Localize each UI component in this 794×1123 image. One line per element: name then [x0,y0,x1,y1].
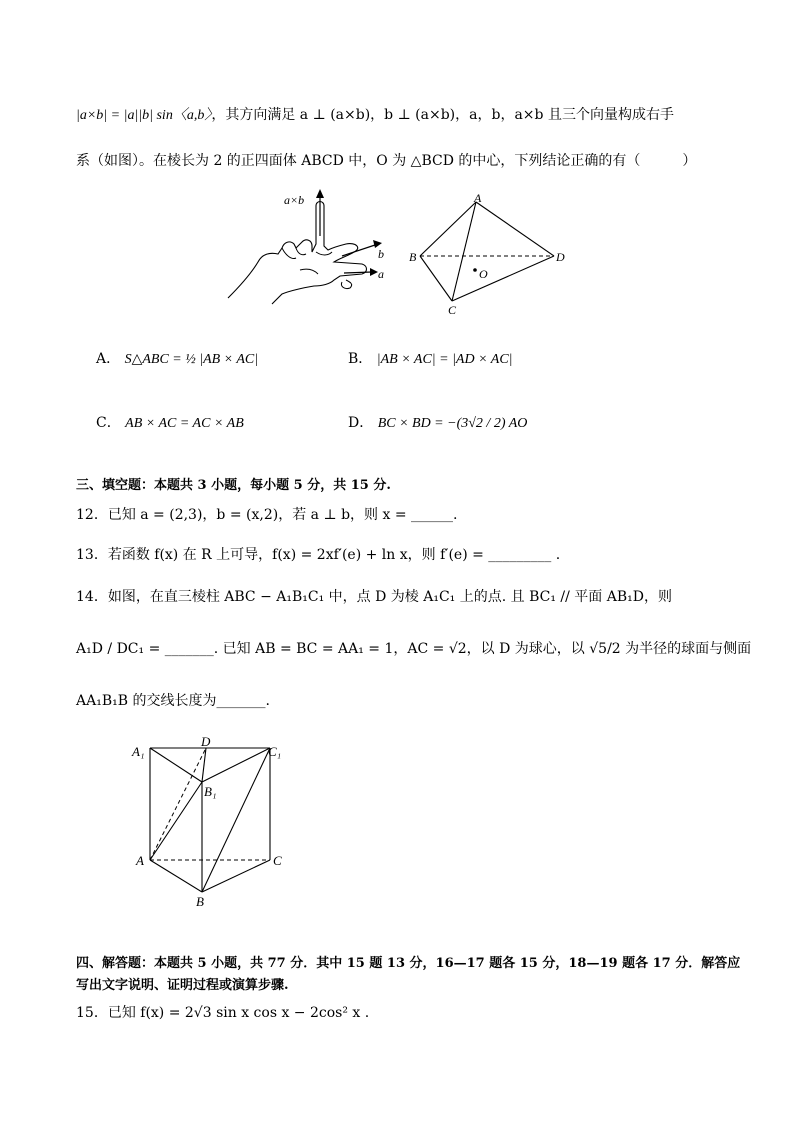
intro-line-1 [76,104,674,124]
option-C-text: AB × AC = AC × AB [125,416,244,431]
vertex-B1: B₁ [204,784,217,799]
option-C [96,412,244,432]
vertex-B: B [409,250,417,264]
vertex-B: B [196,894,204,909]
section-4-heading-line-2: 写出文字说明、证明过程或演算步骤. [76,978,289,993]
right-hand-rule-figure [222,186,397,308]
vertex-A: A [136,853,144,868]
vertex-A: A [474,191,482,205]
label-a: a [378,267,384,281]
vertex-A1: A₁ [132,744,145,759]
point-D: D [201,734,211,749]
question-14-line-1: 14．如图，在直三棱柱 ABC − A₁B₁C₁ 中，点 D 为棱 A₁C₁ 上的点. 且 BC₁ // 平面 AB₁D，则 [76,589,672,605]
vertex-C: C [448,303,457,317]
question-14-line-3: AA₁B₁B 的交线长度为_______. [76,693,270,709]
section-3-heading: 三、填空题：本题共 3 小题，每小题 5 分，共 15 分. [76,478,391,493]
option-A-letter: A． [96,351,121,367]
vertex-C: C [273,853,282,868]
option-D-text: BC × BD = −(3√2 / 2) AO [377,416,528,431]
option-C-letter: C． [96,415,121,431]
question-14-line-2: A₁D / DC₁ = _______. 已知 AB = BC = AA₁ = 1，AC = √2，以 D 为球心，以 √5/2 为半径的球面与侧面 [76,641,752,657]
option-A-text: S△ABC = ½ |AB × AC| [124,352,259,367]
option-A [96,348,258,368]
intro-line-1-text: ，其方向满足 a ⊥ (a×b)，b ⊥ (a×b)，a，b，a×b 且三个向量构成右手 [211,107,674,123]
prism-figure [128,734,298,914]
cross-product-formula: |a×b| = |a||b| sin〈a,b〉 [76,108,212,123]
option-B-text: |AB × AC| = |AD × AC| [376,352,513,367]
question-12: 12．已知 a = (2,3)，b = (x,2)，若 a ⊥ b，则 x = ______. [76,507,458,523]
section-4-heading-line-1: 四、解答题：本题共 5 小题，共 77 分．其中 15 题 13 分，16—17 题各 15 分，18—19 题各 17 分．解答应 [76,956,741,971]
label-axb: a×b [284,193,305,207]
question-15: 15．已知 f(x) = 2√3 sin x cos x − 2cos² x . [76,1005,370,1021]
vertex-C1: C₁ [268,744,282,759]
question-13: 13．若函数 f(x) 在 R 上可导，f(x) = 2xf′(e) + ln x，则 f′(e) = _________ . [76,547,561,563]
intro-line-2: 系（如图）。在棱长为 2 的正四面体 ABCD 中，O 为 △BCD 的中心，下列结论正确的有（ ） [76,153,697,169]
vertex-D: D [556,250,565,264]
label-b: b [378,247,384,261]
option-B [348,348,513,368]
tetrahedron-figure [406,190,576,320]
option-D-letter: D． [348,415,374,431]
option-D [348,412,527,432]
option-B-letter: B． [348,351,373,367]
center-O: O [479,267,488,281]
